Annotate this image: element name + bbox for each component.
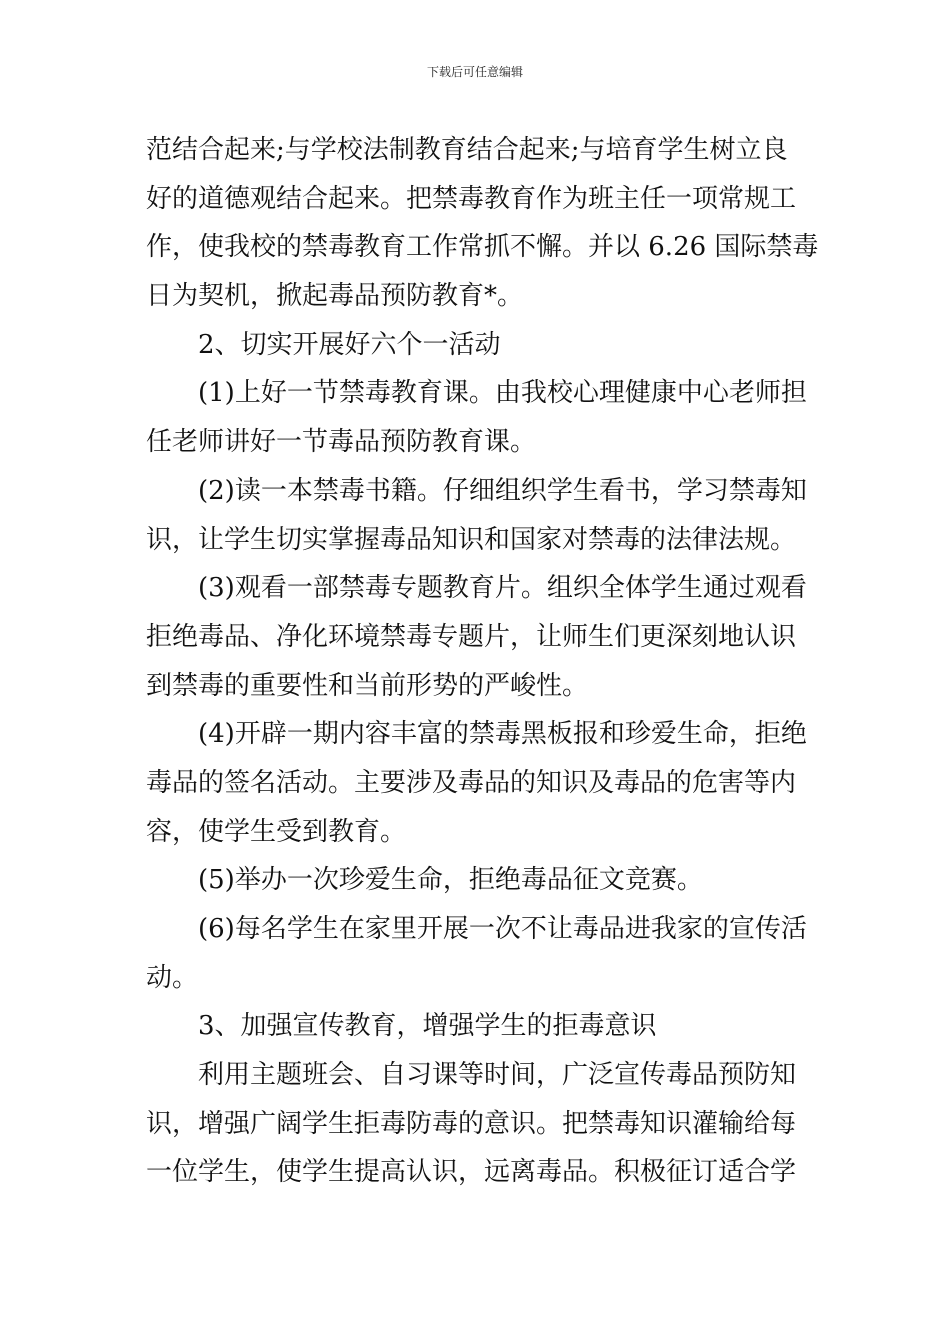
text-line: 利用主题班会、自习课等时间，广泛宣传毒品预防知 <box>198 1060 797 1091</box>
text-line: 日为契机，掀起毒品预防教育*。 <box>146 281 524 312</box>
page-header: 下载后可任意编辑 <box>426 65 523 79</box>
text-line: (2)读一本禁毒书籍。仔细组织学生看书，学习禁毒知 <box>198 475 807 506</box>
text-line: 任老师讲好一节毒品预防教育课。 <box>146 427 537 458</box>
text-line: (5)举办一次珍爱生命，拒绝毒品征文竞赛。 <box>198 865 703 896</box>
text-line: 识，让学生切实掌握毒品知识和国家对禁毒的法律法规。 <box>146 524 797 555</box>
text-line: 到禁毒的重要性和当前形势的严峻性。 <box>146 670 589 701</box>
text-line: 好的道德观结合起来。把禁毒教育作为班主任一项常规工 <box>146 183 797 214</box>
text-line: 拒绝毒品、净化环境禁毒专题片，让师生们更深刻地认识 <box>146 621 797 652</box>
document-body <box>146 126 819 1197</box>
text-line: 范结合起来;与学校法制教育结合起来;与培育学生树立良 <box>146 135 788 165</box>
text-line: 毒品的签名活动。主要涉及毒品的知识及毒品的危害等内 <box>146 767 797 798</box>
text-line: 作，使我校的禁毒教育工作常抓不懈。并以 6.26 国际禁毒 <box>146 232 819 263</box>
text-line: 一位学生，使学生提高认识，远离毒品。积极征订适合学 <box>146 1157 797 1188</box>
text-line: 动。 <box>146 962 199 993</box>
text-line: 识，增强广阔学生拒毒防毒的意识。把禁毒知识灌输给每 <box>146 1108 797 1139</box>
text-line: 容，使学生受到教育。 <box>146 816 407 847</box>
text-line: (6)每名学生在家里开展一次不让毒品进我家的宣传活 <box>198 914 807 944</box>
text-line: 2、切实开展好六个一活动 <box>198 329 501 360</box>
text-line: (1)上好一节禁毒教育课。由我校心理健康中心老师担 <box>198 378 807 409</box>
text-line: 3、加强宣传教育，增强学生的拒毒意识 <box>198 1011 657 1042</box>
text-line: (3)观看一部禁毒专题教育片。组织全体学生通过观看 <box>198 573 807 604</box>
text-line: (4)开辟一期内容丰富的禁毒黑板报和珍爱生命，拒绝 <box>198 719 807 750</box>
